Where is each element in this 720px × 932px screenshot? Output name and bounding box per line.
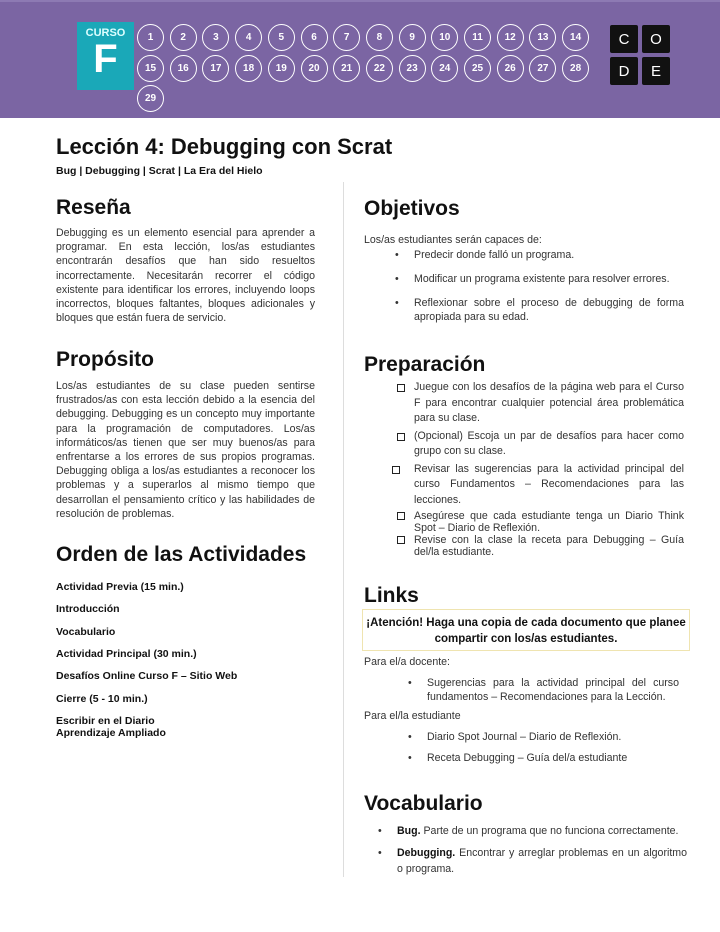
course-banner (0, 0, 720, 118)
checklist-item[interactable]: Revisar las sugerencias para la actividad principal del curso Fundamentos – Recomendaciones para las lecciones. (414, 462, 684, 509)
activity-link[interactable]: Escribir en el Diario (56, 715, 155, 727)
lesson-link-7[interactable]: 7 (333, 24, 360, 51)
column-divider (343, 182, 344, 877)
activity-link[interactable]: Vocabulario (56, 626, 116, 638)
lesson-link-14[interactable]: 14 (562, 24, 589, 51)
activity-link[interactable]: Cierre (5 - 10 min.) (56, 693, 148, 705)
lesson-link-24[interactable]: 24 (431, 55, 458, 82)
preparacion-heading: Preparación (364, 353, 486, 376)
resena-heading: Reseña (56, 196, 131, 219)
lesson-link-8[interactable]: 8 (366, 24, 393, 51)
logo-letter: D (610, 57, 638, 85)
student-links (408, 730, 679, 773)
activity-link[interactable]: Introducción (56, 603, 120, 615)
code-org-logo[interactable] (610, 25, 672, 85)
lesson-link-6[interactable]: 6 (301, 24, 328, 51)
proposito-text: Los/as estudiantes de su clase pueden sentirse frustrados/as con esta lección debido a la esencia del debugging. Debugging es un concepto muy importante para la programación de computadores. Los/as informáticos/as tienen que ser muy buenos/as para enfrentarse a los errores de sus propios programas. Debugging obliga a los/as estudiantes a reconocer los problemas y a superarlos al mismo tiempo que desarrollan el pensamiento crítico y las habilidades de resolución de problemas. (56, 380, 315, 520)
logo-letter: E (642, 57, 670, 85)
activity-link[interactable]: Actividad Previa (15 min.) (56, 581, 184, 593)
course-letter: F (93, 37, 118, 81)
activity-link[interactable]: Aprendizaje Ampliado (56, 727, 166, 739)
activity-link[interactable]: Actividad Principal (30 min.) (56, 648, 197, 660)
vocab-list (378, 823, 687, 885)
notice-box: ¡Atención! Haga una copia de cada documento que planee compartir con los/as estudiantes. (362, 609, 690, 651)
resource-link[interactable]: • Receta Debugging – Guía del/a estudiante (408, 752, 628, 764)
objetivos-heading: Objetivos (364, 197, 460, 220)
objetivos-list (395, 248, 684, 332)
checklist-item[interactable]: (Opcional) Escoja un par de desafíos para hacer como grupo con su clase. (414, 429, 684, 460)
objective-item: • Predecir donde falló un programa. (395, 249, 575, 261)
lesson-link-18[interactable]: 18 (235, 55, 262, 82)
lesson-link-5[interactable]: 5 (268, 24, 295, 51)
lesson-link-4[interactable]: 4 (235, 24, 262, 51)
vocab-item: • Debugging. Encontrar y arreglar problemas en un algoritmo o programa. (378, 847, 687, 875)
checklist-item[interactable]: Juegue con los desafíos de la página web para el Curso F para encontrar cualquier potencial área problemática para su clase. (414, 380, 684, 427)
resena-text: Debugging es un elemento esencial para aprender a programar. En esta lección, los/as estudiantes encontrarán desafíos que han sido resueltos incorrectamente. Necesitarán recorrer el código existente para identificar los errores, incluyendo loops incorrectos, bloques faltantes, bloques adicionales y bloques que están fuera de servicio. (56, 227, 315, 325)
links-heading: Links (364, 584, 419, 607)
checklist-item[interactable]: Revise con la clase la receta para Debugging – Guía del/la estudiante. (414, 534, 684, 558)
lesson-link-15[interactable]: 15 (137, 55, 164, 82)
objective-item: • Reflexionar sobre el proceso de debugging de forma apropiada para su edad. (395, 297, 684, 323)
logo-letter: O (642, 25, 670, 53)
preparacion-list (414, 380, 684, 566)
objective-item: • Modificar un programa existente para resolver errores. (395, 273, 670, 285)
lesson-link-12[interactable]: 12 (497, 24, 524, 51)
keywords: Bug | Debugging | Scrat | La Era del Hielo (56, 165, 263, 177)
checkbox-icon (392, 466, 400, 474)
course-badge[interactable] (77, 22, 134, 90)
student-label: Para el/la estudiante (364, 710, 461, 722)
objetivos-intro: Los/as estudiantes serán capaces de: (364, 234, 542, 246)
lesson-link-17[interactable]: 17 (202, 55, 229, 82)
page-title: Lección 4: Debugging con Scrat (56, 134, 393, 159)
lesson-link-26[interactable]: 26 (497, 55, 524, 82)
teacher-links (408, 676, 679, 712)
lesson-link-22[interactable]: 22 (366, 55, 393, 82)
checkbox-icon (397, 384, 405, 392)
vocabulario-heading: Vocabulario (364, 792, 483, 815)
lesson-link-20[interactable]: 20 (301, 55, 328, 82)
lesson-link-29[interactable]: 29 (137, 85, 164, 112)
lesson-link-11[interactable]: 11 (464, 24, 491, 51)
lesson-link-28[interactable]: 28 (562, 55, 589, 82)
course-label: CURSO (85, 27, 126, 39)
resource-link[interactable]: • Sugerencias para la actividad principal del curso fundamentos – Recomendaciones para la Lección. (408, 677, 679, 703)
vocab-item: • Bug. Parte de un programa que no funciona correctamente. (378, 825, 679, 837)
lesson-link-21[interactable]: 21 (333, 55, 360, 82)
checklist-item[interactable]: Asegúrese que cada estudiante tenga un Diario Think Spot – Diario de Reflexión. (414, 510, 684, 534)
orden-heading: Orden de las Actividades (56, 543, 307, 566)
lesson-link-13[interactable]: 13 (529, 24, 556, 51)
lesson-link-25[interactable]: 25 (464, 55, 491, 82)
proposito-heading: Propósito (56, 348, 154, 371)
lesson-link-23[interactable]: 23 (399, 55, 426, 82)
lesson-link-10[interactable]: 10 (431, 24, 458, 51)
activity-link[interactable]: Desafíos Online Curso F – Sitio Web (56, 670, 238, 682)
checkbox-icon (397, 433, 405, 441)
teacher-label: Para el/a docente: (364, 656, 450, 668)
lesson-link-9[interactable]: 9 (399, 24, 426, 51)
logo-letter: C (610, 25, 638, 53)
lesson-link-27[interactable]: 27 (529, 55, 556, 82)
lesson-link-3[interactable]: 3 (202, 24, 229, 51)
lesson-link-16[interactable]: 16 (170, 55, 197, 82)
resource-link[interactable]: • Diario Spot Journal – Diario de Reflexión. (408, 731, 622, 743)
lesson-link-19[interactable]: 19 (268, 55, 295, 82)
lesson-link-1[interactable]: 1 (137, 24, 164, 51)
checkbox-icon (397, 536, 405, 544)
lesson-link-2[interactable]: 2 (170, 24, 197, 51)
checkbox-icon (397, 512, 405, 520)
